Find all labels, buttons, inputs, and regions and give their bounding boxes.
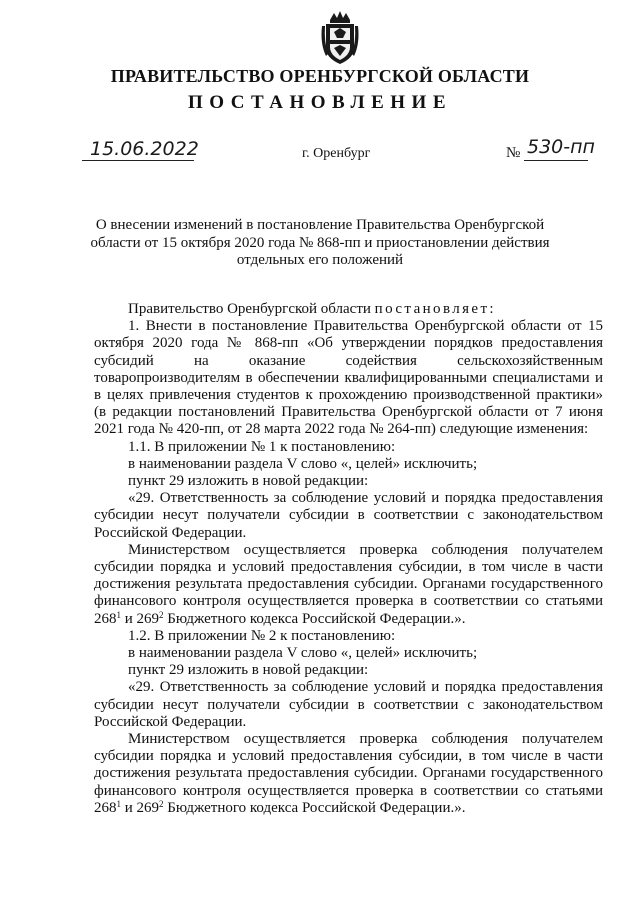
superscript: 2 [159,609,164,620]
superscript: 2 [159,798,164,809]
number-underline [524,160,588,161]
paragraph-1-1-d [94,542,603,628]
preamble-text: Правительство Оренбургской области [128,301,375,317]
superscript: 1 [116,609,121,620]
paragraph-1-2-b: пункт 29 изложить в новой редакции: [128,662,369,679]
document-date: 15.06.2022 [90,138,199,160]
paragraph-1-1: 1.1. В приложении № 1 к постановлению: [128,438,396,455]
document-body [94,301,603,817]
document-type: ПОСТАНОВЛЕНИЕ [187,92,453,113]
government-title: ПРАВИТЕЛЬСТВО ОРЕНБУРГСКОЙ ОБЛАСТИ [110,66,530,86]
paragraph-1-2-d [94,731,603,817]
paragraph-1-1-a: в наименовании раздела V слово «, целей» исключить; [128,455,478,472]
paragraph-1-2-c: «29. Ответственность за соблюдение условий и порядка предоставления субсидии несут получатели субсидии в соответствии с законодательством Российской Федерации. [94,679,603,730]
document-number: 530-пп [527,136,595,158]
paragraph-1-2-d-end: Бюджетного кодекса Российской Федерации.». [163,799,466,816]
date-underline [82,160,194,161]
paragraph-1-1-d-end: Бюджетного кодекса Российской Федерации.». [163,610,466,627]
paragraph-1-2-d-text: Министерством осуществляется проверка соблюдения получателем субсидии порядка и условий предоставления субсидии, в том числе в части достижения результата предоставления субсидии. Органами государственного финансового контроля осуществляется проверка в соответствии со статьями 268 [94,731,603,816]
paragraph-1-2: 1.2. В приложении № 2 к постановлению: [128,627,396,644]
superscript: 1 [116,798,121,809]
number-label: № [506,145,521,161]
paragraph-1-2-a: в наименовании раздела V слово «, целей» исключить; [128,645,478,662]
conjunction: и 269 [121,610,160,627]
paragraph-1-1-c: «29. Ответственность за соблюдение условий и порядка предоставления субсидии несут получатели субсидии в соответствии с законодательством Российской Федерации. [94,490,603,541]
document-city: г. Оренбург [302,146,371,161]
preamble [94,301,603,318]
preamble-decree-word: постановляет: [374,301,497,317]
orenburg-coat-of-arms-icon [318,10,362,66]
paragraph-1-1-d-text: Министерством осуществляется проверка соблюдения получателем субсидии порядка и условий предоставления субсидии, в том числе в части достижения результата предоставления субсидии. Органами государственного финансового контроля осуществляется проверка в соответствии со статьями 268 [94,541,603,627]
paragraph-1-1-b: пункт 29 изложить в новой редакции: [128,473,369,490]
document-subject: О внесении изменений в постановление Правительства Оренбургской области от 15 октября 2020 года № 868-пп и приостановлении действия отдельных его положений [90,217,550,268]
paragraph-1: 1. Внести в постановление Правительства Оренбургской области от 15 октября 2020 года № 868-пп «Об утверждении порядков предоставления субсидий на оказание содействия сельскохозяйственным товаропроизводителям в обеспечении квалифицированными специалистами и в целях привлечения студентов к прохождению производственной практики» (в редакции постановлений Правительства Оренбургской области от 7 июня 2021 года № 420-пп, от 28 марта 2022 года № 264-пп) следующие изменения: [94,318,603,438]
conjunction: и 269 [121,799,160,816]
